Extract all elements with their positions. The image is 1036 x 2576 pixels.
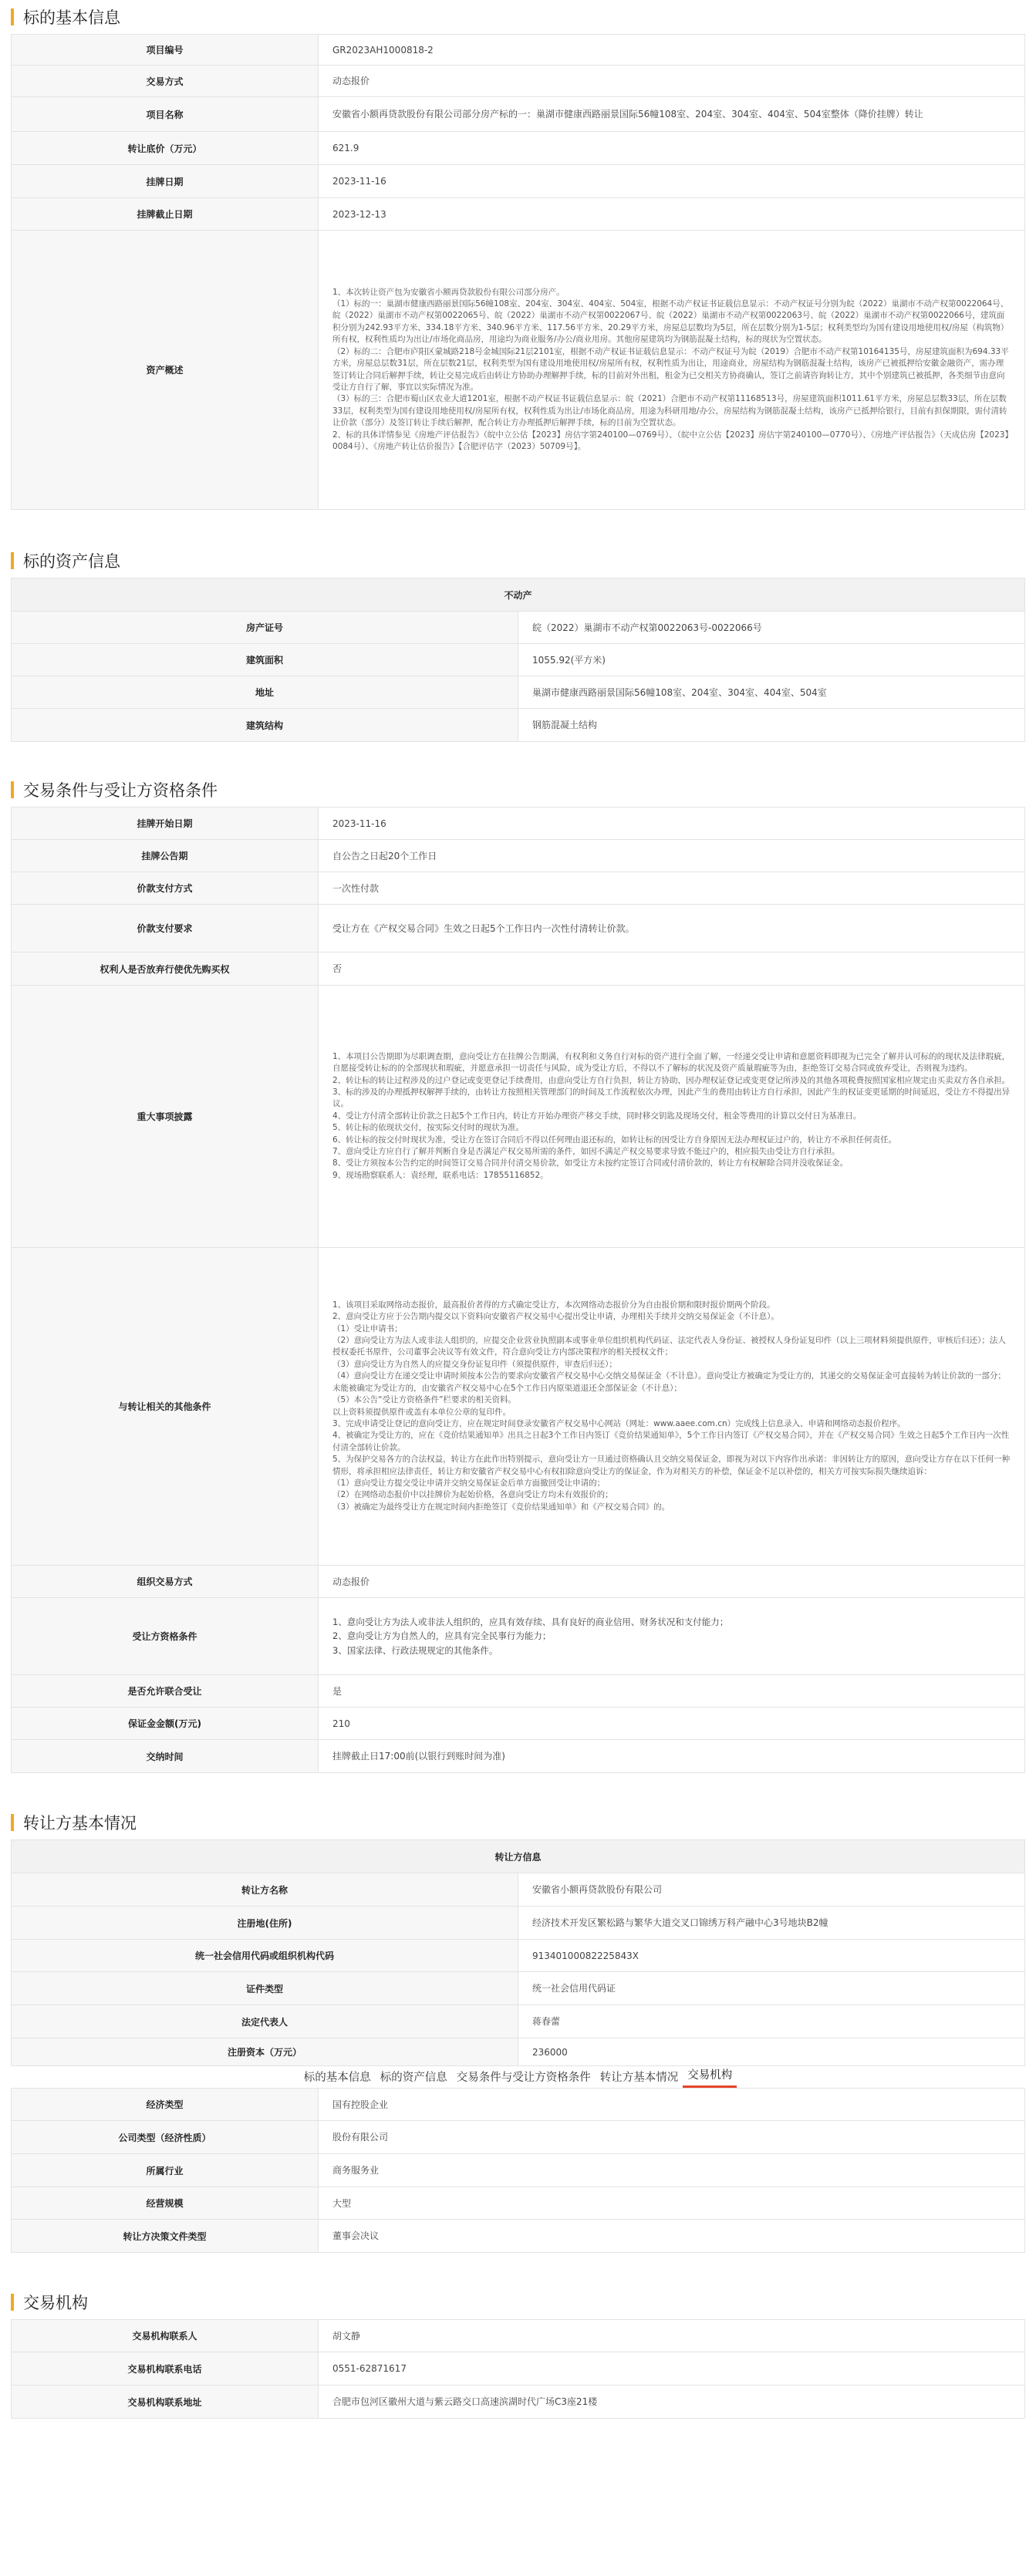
- organize-trade-method: 动态报价: [319, 1566, 1025, 1598]
- tab-basic-info[interactable]: 标的基本信息: [303, 2072, 371, 2084]
- transferor-name: 安徽省小额再贷款股份有限公司: [518, 1873, 1025, 1907]
- row-label: 交易机构联系地址: [12, 2385, 319, 2419]
- row-label: 价款支付要求: [12, 905, 319, 953]
- trade-method: 动态报价: [319, 66, 1025, 97]
- listing-start-date: 2023-11-16: [319, 808, 1025, 840]
- row-label: 挂牌日期: [12, 165, 319, 198]
- listing-end-date: 2023-12-13: [319, 198, 1025, 231]
- title-accent-bar: [11, 1814, 14, 1831]
- row-label: 资产概述: [12, 231, 319, 510]
- legal-representative: 蒋春蕾: [518, 2005, 1025, 2038]
- registered-capital: 236000: [518, 2038, 1025, 2066]
- row-label: 保证金金额(万元): [12, 1708, 319, 1740]
- row-label: 挂牌公告期: [12, 840, 319, 872]
- section-basic-info: [0, 0, 1036, 510]
- section-title: [11, 773, 1025, 807]
- row-label: 挂牌开始日期: [12, 808, 319, 840]
- row-label: 转让方名称: [12, 1873, 518, 1907]
- row-label: 交易方式: [12, 66, 319, 97]
- project-number: GR2023AH1000818-2: [319, 35, 1025, 66]
- row-label: 交易机构联系电话: [12, 2352, 319, 2385]
- section-title-text: 交易条件与受让方资格条件: [23, 781, 218, 800]
- section-asset-info: [0, 544, 1036, 742]
- row-label: 重大事项披露: [12, 986, 319, 1248]
- row-label: 交易机构联系人: [12, 2320, 319, 2352]
- payment-method: 一次性付款: [319, 872, 1025, 905]
- transferor-table-continued: [11, 2088, 1025, 2253]
- section-title: [11, 1806, 1025, 1839]
- joint-transfer: 是: [319, 1675, 1025, 1708]
- title-accent-bar: [11, 8, 14, 25]
- title-accent-bar: [11, 2294, 14, 2311]
- transferor-table: [11, 1839, 1025, 2066]
- table-header: 转让方信息: [12, 1840, 1025, 1873]
- row-label: 经营规模: [12, 2187, 319, 2220]
- row-label: 经济类型: [12, 2089, 319, 2121]
- agency-contact: 胡文静: [319, 2320, 1025, 2352]
- payment-requirement: 受让方在《产权交易合同》生效之日起5个工作日内一次性付清转让价款。: [319, 905, 1025, 953]
- reserve-price: 621.9: [319, 132, 1025, 165]
- row-label: 交纳时间: [12, 1740, 319, 1773]
- section-title-text: 交易机构: [23, 2294, 88, 2312]
- section-title: [11, 0, 1025, 34]
- row-label: 建筑结构: [12, 709, 518, 742]
- section-agency: [0, 2285, 1036, 2419]
- row-label: 法定代表人: [12, 2005, 518, 2038]
- row-label: 统一社会信用代码或组织机构代码: [12, 1940, 518, 1972]
- row-label: 项目名称: [12, 97, 319, 132]
- row-label: 转让方决策文件类型: [12, 2220, 319, 2253]
- section-title: [11, 2285, 1025, 2319]
- row-label: 注册地(住所): [12, 1907, 518, 1940]
- asset-overview: 1、本次转让资产包为安徽省小额再贷款股份有限公司部分房产。 （1）标的一：巢湖市健康西路丽景国际56幢108室、204室、304室、404室、504室，根据不动产权证书证载信息显示：不动产权证号分别为皖（2022）巢湖市不动产权第0022064号、皖（2022）巢湖市不动产权第0022065号、皖（2022）巢湖市不动产权第0022067号、皖（2022）巢湖市不动产权第0022063号、皖（2022）巢湖市不动产权第0022066号，建筑面积分别为242.93平方米、334.18平方米、340.96平方米、117.56平方米、20.29平方米，房屋总层数均为5层，所在层数分别为1-5层；权利类型均为国有建设用地使用权/房屋（构筑物）所有权，权利性质均为出让/市场化商品房，用途均为商业服务/办公/商业用房。其他房屋建筑均为钢筋混凝土结构，标的现状为空置状态。 （2）标的二：合肥市庐阳区蒙城路218号金城国际21层2101室，根据不动产权证书证载信息显示：不动产权证号为皖（2019）合肥市不动产权第10164135号，房屋建筑面积为694.33平方米，房屋总层数31层，所在层数21层，权利类型为国有建设用地使用权/房屋所有权，权利性质为出让，用途商业，房屋结构为钢筋混凝土结构，该房产已被抵押给安徽金融资产，需办理签订转让合同后解押手续，转让交易完成后由转让方协助办理解押手续，标的目前对外出租，租金为已交相关方协商确认，签订之前请咨询转让方，其中个别建筑已被抵押，各类细节由意向受让方自行了解，事宜以实际情况为准。 （3）标的三：合肥市蜀山区农业大道1201室，根据不动产权证书证载信息显示：皖（2021）合肥市不动产权第11168513号，房屋建筑面积1011.61平方米，房屋总层数33层，所在层数33层，权利类型为国有建设用地使用权/房屋所有权，权利性质为出让/市场化商品房，用途为科研用地/办公，房屋结构为钢筋混凝土结构，该房产已抵押给银行，目前有担保期限，需付清转让价款（部分）及签订转让手续后解押，配合转让方办理抵押后解押手续，标的目前为空置状态。 2、标的具体详情参见《房地产评估报告》（皖中立公估【2023】房估字第240100—0769号）、（皖中立公估【2023】房估字第240100—0770号）、《房地产评估报告》（天成估房【2023】0084号）、《房地产转让估价报告》【合肥评估字（2023）50709号】。: [319, 231, 1025, 510]
- title-accent-bar: [11, 781, 14, 798]
- announcement-period: 自公告之日起20个工作日: [319, 840, 1025, 872]
- tab-asset-info[interactable]: 标的资产信息: [380, 2072, 447, 2084]
- row-label: 与转让相关的其他条件: [12, 1248, 319, 1566]
- tab-conditions[interactable]: 交易条件与受让方资格条件: [456, 2072, 591, 2084]
- section-title: [11, 544, 1025, 578]
- building-area: 1055.92(平方米): [518, 644, 1025, 676]
- row-label: 转让底价（万元）: [12, 132, 319, 165]
- row-label: 挂牌截止日期: [12, 198, 319, 231]
- deposit-amount: 210: [319, 1708, 1025, 1740]
- asset-info-table: [11, 578, 1025, 742]
- row-label: 建筑面积: [12, 644, 518, 676]
- company-type: 股份有限公司: [319, 2121, 1025, 2154]
- row-label: 项目编号: [12, 35, 319, 66]
- transferee-qualifications: 1、意向受让方为法人或非法人组织的，应具有效存续、具有良好的商业信用、财务状况和支付能力； 2、意向受让方为自然人的，应具有完全民事行为能力； 3、国家法律、行政法规规定的其他条件。: [319, 1598, 1025, 1675]
- row-label: 注册资本（万元）: [12, 2038, 518, 2066]
- agency-table: [11, 2319, 1025, 2419]
- building-structure: 钢筋混凝土结构: [518, 709, 1025, 742]
- address: 巢湖市健康西路丽景国际56幢108室、204室、304室、404室、504室: [518, 676, 1025, 709]
- registered-address: 经济技术开发区繁松路与繁华大道交叉口锦绣万科产融中心3号地块B2幢: [518, 1907, 1025, 1940]
- row-label: 受让方资格条件: [12, 1598, 319, 1675]
- project-name: 安徽省小额再贷款股份有限公司部分房产标的一：巢湖市健康西路丽景国际56幢108室、204室、304室、404室、504室整体（降价挂牌）转让: [319, 97, 1025, 132]
- title-accent-bar: [11, 552, 14, 569]
- row-label: 证件类型: [12, 1972, 518, 2005]
- row-label: 公司类型（经济性质）: [12, 2121, 319, 2154]
- row-label: 是否允许联合受让: [12, 1675, 319, 1708]
- section-nav-tabs: [11, 2066, 1025, 2088]
- table-header: 不动产: [12, 578, 1025, 612]
- row-label: 房产证号: [12, 612, 518, 644]
- payment-deadline: 挂牌截止日17:00前(以银行到账时间为准): [319, 1740, 1025, 1773]
- preemptive-right: 否: [319, 953, 1025, 986]
- row-label: 权利人是否放弃行使优先购买权: [12, 953, 319, 986]
- credit-code: 91340100082225843X: [518, 1940, 1025, 1972]
- section-conditions: [0, 773, 1036, 1773]
- section-title-text: 转让方基本情况: [23, 1814, 137, 1833]
- business-scale: 大型: [319, 2187, 1025, 2220]
- row-label: 价款支付方式: [12, 872, 319, 905]
- major-disclosures: 1、本项目公告期即为尽职调查期，意向受让方在挂牌公告期满，有权利和义务自行对标的资产进行全面了解，一经递交受让申请和意愿资料即视为已完全了解并认可标的的现状及法律瑕疵，自愿接受转让标的的全部现状和瑕疵，并愿意承担一切责任与风险，成为受让方后，不得以不了解标的状况及资产质量瑕疵等为由，拒绝签订交易合同或放弃受让，否则视为违约。 2、转让标的转让过程涉及的过户登记或变更登记手续费用，由意向受让方自行负担，转让方协助，因办理权证登记或变更登记所涉及的其他各项税费按照国家相应规定由买卖双方各自承担。 3、标的涉及的办理抵押权解押手续的，由转让方按照相关管理部门的时间及工作流程依次办理，因此产生的费用由转让方自行承担，因此产生的权证变更延期的时间延迟，受让方不得提出异议。 4、受让方付清全部转让价款之日起5个工作日内，转让方开始办理资产移交手续，同时移交钥匙及现场交付，租金等费用的计算以交付日为基准日。 5、转让标的依现状交付，按实际交付时的现状为准。 6、转让标的按交付时现状为准，受让方在签订合同后不得以任何理由退还标的，如转让标的因受让方自身原因无法办理权证过户的，转让方不承担任何责任。 7、意向受让方应自行了解并判断自身是否满足产权交易所需的条件，如因不满足产权交易要求导致不能过户的，相应损失由受让方自行承担。 8、受让方须按本公告约定的时间签订交易合同并付清交易价款，如受让方未按约定签订合同或付清价款的，转让方有权解除合同并没收保证金。 9、现场勘察联系人：袁经理，联系电话：17855116852。: [319, 986, 1025, 1248]
- listing-date: 2023-11-16: [319, 165, 1025, 198]
- section-title-text: 标的基本信息: [23, 8, 120, 27]
- other-conditions: 1、该项目采取网络动态报价，最高报价者得的方式确定受让方，本次网络动态报价分为自由报价期和限时报价期两个阶段。 2、意向受让方应于公告期内提交以下资料向安徽省产权交易中心提出受让申请，办理相关手续并交纳交易保证金（不计息）。 （1）受让申请书； （2）意向受让方为法人或非法人组织的，应提交企业营业执照副本或事业单位组织机构代码证、法定代表人身份证、被授权人身份证复印件（以上三项材料须提供原件，审核后归还）；法人授权委托书原件，公司董事会决议等有效文件，符合意向受让方内部决策程序的相关授权文件； （3）意向受让方为自然人的应提交身份证复印件（须提供原件，审查后归还）； （4）意向受让方在递交受让申请时须按本公告的要求向安徽省产权交易中心交纳交易保证金（不计息）。意向受让方被确定为受让方的，其递交的交易保证金可直接转为转让价款的一部分；未能被确定为受让方的，由安徽省产权交易中心在5个工作日内原渠道退还全部保证金（不计息）； （5）本公告“受让方资格条件”栏要求的相关资料。 以上资料须提供原件或盖有本单位公章的复印件。 3、完成申请受让登记的意向受让方，应在规定时间登录安徽省产权交易中心网站（网址：www.aaee.com.cn）完成线上信息录入、申请和网络动态报价程序。 4、被确定为受让方的，应在《竞价结果通知单》出具之日起3个工作日内签订《竞价结果通知单》，5个工作日内签订《产权交易合同》，并在《产权交易合同》生效之日起5个工作日内一次性付清全部转让价款。 5、为保护交易各方的合法权益，转让方在此作出特别提示，意向受让方一旦通过资格确认且交纳交易保证金，即视为对以下内容作出承诺：非因转让方的原因，意向受让方存在以下任何一种情形，将承担相应法律责任，转让方和安徽省产权交易中心有权扣除意向受让方的保证金，作为对相关方的补偿，保证金不足以补偿的，相关方可按实际损失继续追诉： （1）意向受让方提交受让申请并交纳交易保证金后单方面撤回受让申请的； （2）在网络动态报价中以挂牌价为起始价格，各意向受让方均未有效报价的； （3）被确定为最终受让方在规定时间内拒绝签订《竞价结果通知单》和《产权交易合同》的。: [319, 1248, 1025, 1566]
- industry: 商务服务业: [319, 2154, 1025, 2187]
- agency-phone: 0551-62871617: [319, 2352, 1025, 2385]
- row-label: 组织交易方式: [12, 1566, 319, 1598]
- section-transferor: [0, 1806, 1036, 2253]
- economic-type: 国有控股企业: [319, 2089, 1025, 2121]
- section-title-text: 标的资产信息: [23, 552, 120, 571]
- decision-document-type: 董事会决议: [319, 2220, 1025, 2253]
- basic-info-table: [11, 34, 1025, 510]
- row-label: 地址: [12, 676, 518, 709]
- agency-address: 合肥市包河区徽州大道与紫云路交口高速滨湖时代广场C3座21楼: [319, 2385, 1025, 2419]
- property-cert-number: 皖（2022）巢湖市不动产权第0022063号-0022066号: [518, 612, 1025, 644]
- certificate-type: 统一社会信用代码证: [518, 1972, 1025, 2005]
- tab-transferor[interactable]: 转让方基本情况: [599, 2072, 679, 2084]
- row-label: 所属行业: [12, 2154, 319, 2187]
- conditions-table: [11, 807, 1025, 1773]
- tab-agency[interactable]: 交易机构: [683, 2066, 737, 2088]
